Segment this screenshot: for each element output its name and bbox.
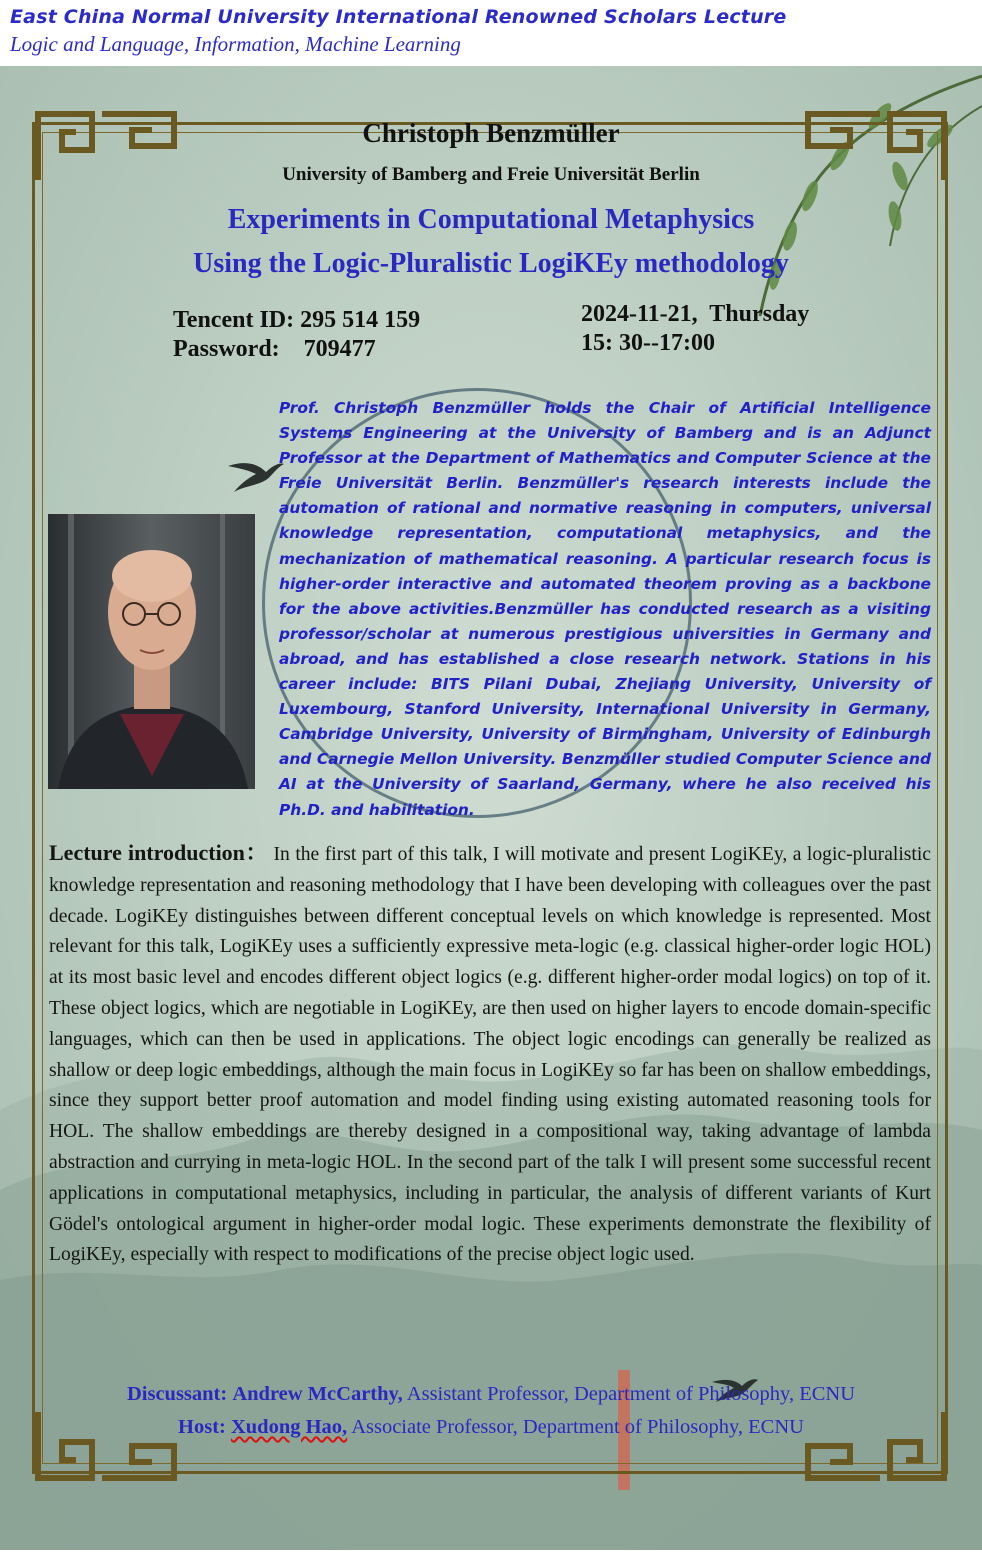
series-subtitle: Logic and Language, Information, Machine Learning xyxy=(10,32,461,56)
host-line xyxy=(0,1416,982,1439)
header xyxy=(0,0,982,66)
speaker-bio: Prof. Christoph Benzmüller holds the Chair of Artificial Intelligence Systems Engineering at the University of Bamberg and is an Adjunct Professor at the Department of Mathematics and Computer Science at the Freie Universität Berlin. Benzmüller's research interests include the automation of rational and normative reasoning in computers, universal knowledge representation, computational metaphysics, and the mechanization of mathematical reasoning. A particular research focus is higher-order interactive and automated theorem proving as a backbone for the above activities.Benzmüller has conducted research as a visiting professor/scholar at numerous prestigious universities in Germany and abroad, and has established a close research network. Stations in his career include: BITS Pilani Dubai, Zhejiang University, University of Luxembourg, Stanford University, International University in Germany, Cambridge University, University of Birmingham, University of Edinburgh and Carnegie Mellon University. Benzmüller studied Computer Science and AI at the University of Saarland, Germany, where he also received his Ph.D. and habilitation. xyxy=(279,399,931,819)
host-name: Xudong Hao, xyxy=(230,1416,348,1438)
poster xyxy=(0,66,982,1550)
date: 2024-11-21, xyxy=(581,301,698,327)
talk-title-line2: Using the Logic-Pluralistic LogiKEy methodology xyxy=(193,248,789,279)
bottom-strip xyxy=(0,1550,982,1560)
swallow-bird-icon xyxy=(226,446,286,496)
talk-title-line1: Experiments in Computational Metaphysics xyxy=(227,204,755,235)
time: 15: 30--17:00 xyxy=(581,330,715,356)
host-label: Host: xyxy=(178,1416,226,1438)
lecture-introduction xyxy=(49,838,931,1271)
lecture-label: Lecture introduction： xyxy=(49,840,269,865)
discussant-line xyxy=(0,1383,982,1406)
speaker-affiliation: University of Bamberg and Freie Universität Berlin xyxy=(282,164,700,185)
date-time xyxy=(581,300,809,358)
host-role: Associate Professor, Department of Philosophy, ECNU xyxy=(351,1416,804,1438)
discussant-role: Assistant Professor, Department of Philosophy, ECNU xyxy=(406,1383,856,1405)
tencent-label: Tencent ID: xyxy=(173,307,295,333)
tencent-id: 295 514 159 xyxy=(300,307,421,333)
speaker-name: Christoph Benzmüller xyxy=(362,118,620,148)
series-title: East China Normal University International Renowned Scholars Lecture xyxy=(10,6,787,28)
discussant-label: Discussant: xyxy=(126,1383,228,1405)
password-value: 709477 xyxy=(303,336,376,362)
speaker-photo xyxy=(48,514,255,789)
password-label: Password: xyxy=(173,336,280,362)
discussant-name: Andrew McCarthy, xyxy=(232,1383,403,1405)
meeting-info xyxy=(173,306,420,364)
weekday: Thursday xyxy=(709,301,810,327)
photo-portrait-icon xyxy=(48,514,255,789)
lecture-text: In the first part of this talk, I will motivate and present LogiKEy, a logic-pluralistic knowledge representation and reasoning methodology that I have been developing with colleagues over the past decade. LogiKEy distinguishes between different conceptual levels on which knowledge is represented. Most relevant for this talk, LogiKEy uses a sufficiently expressive meta-logic (e.g. classical higher-order logic HOL) at its most basic level and encodes different object logics (e.g. different higher-order modal logics) on top of it. These object logics, which are negotiable in LogiKEy, are then used on higher layers to encode domain-specific languages, which can then be used in applications. The object logic encodings can generally be realized as shallow or deep logic embeddings, although the main focus in LogiKEy so far has been on shallow embeddings, since they support better proof automation and model finding using existing automated reasoning tools for HOL. The shallow embeddings are thereby designed in a compositional way, taking advantage of lambda abstraction and currying in meta-logic HOL. In the second part of the talk I will present some successful recent applications in computational metaphysics, including in particular, the analysis of different variants of Kurt Gödel's ontological argument in higher-order modal logic. These experiments demonstrate the flexibility of LogiKEy, especially with respect to modifications of the precise object logic used. xyxy=(49,844,931,1266)
